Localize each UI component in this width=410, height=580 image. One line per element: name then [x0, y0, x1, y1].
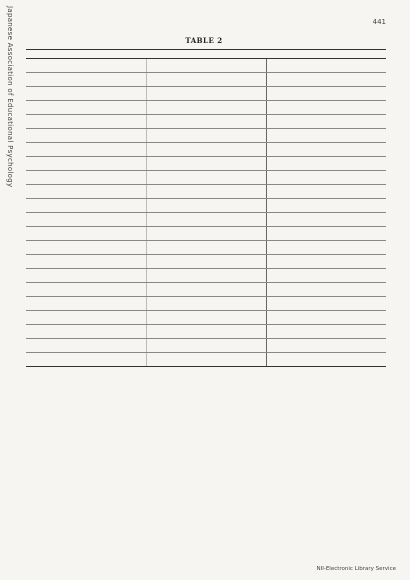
column-header-concept — [26, 50, 266, 59]
row-concept — [146, 227, 266, 241]
row-number — [26, 129, 146, 143]
table-row — [26, 241, 386, 255]
row-concept — [146, 213, 266, 227]
row-number — [26, 115, 146, 129]
row-data — [266, 59, 386, 73]
row-concept — [146, 311, 266, 325]
table-row — [26, 157, 386, 171]
table-row — [26, 101, 386, 115]
table-row — [26, 115, 386, 129]
body-text — [26, 463, 386, 543]
row-data — [266, 87, 386, 101]
table-header-row — [26, 50, 386, 59]
row-number — [26, 269, 146, 283]
table-row — [26, 59, 386, 73]
row-concept — [146, 241, 266, 255]
row-concept — [146, 283, 266, 297]
table-row — [26, 171, 386, 185]
row-number — [26, 227, 146, 241]
table-row — [26, 199, 386, 213]
footer-credit: NII-Electronic Library Service — [316, 566, 396, 572]
row-data — [266, 199, 386, 213]
journal-margin-label: Japanese Association of Educational Psychology — [6, 6, 14, 188]
row-number — [26, 101, 146, 115]
table-row — [26, 339, 386, 353]
row-number — [26, 199, 146, 213]
row-number — [26, 87, 146, 101]
row-data — [266, 325, 386, 339]
row-number — [26, 241, 146, 255]
row-data — [266, 129, 386, 143]
table-label: TABLE 2 — [185, 36, 223, 45]
right-margin-label — [398, 440, 408, 570]
page-number: 441 — [372, 18, 386, 26]
row-number — [26, 297, 146, 311]
row-number — [26, 171, 146, 185]
row-data — [266, 339, 386, 353]
table-row — [26, 325, 386, 339]
body-column-left — [26, 463, 198, 543]
row-concept — [146, 199, 266, 213]
row-number — [26, 339, 146, 353]
row-concept — [146, 353, 266, 367]
row-data — [266, 101, 386, 115]
row-data — [266, 241, 386, 255]
row-number — [26, 213, 146, 227]
row-data — [266, 213, 386, 227]
row-number — [26, 59, 146, 73]
row-data — [266, 269, 386, 283]
table-row — [26, 227, 386, 241]
row-data — [266, 143, 386, 157]
table-row — [26, 143, 386, 157]
row-data — [266, 353, 386, 367]
row-concept — [146, 325, 266, 339]
table-row — [26, 185, 386, 199]
row-number — [26, 311, 146, 325]
row-number — [26, 185, 146, 199]
row-number — [26, 255, 146, 269]
table-body — [26, 59, 386, 367]
table-row — [26, 213, 386, 227]
row-concept — [146, 73, 266, 87]
row-concept — [146, 171, 266, 185]
column-header-data — [266, 50, 386, 59]
row-concept — [146, 269, 266, 283]
row-data — [266, 115, 386, 129]
table-row — [26, 353, 386, 367]
table-row — [26, 283, 386, 297]
paper-page — [26, 18, 386, 367]
row-data — [266, 255, 386, 269]
row-concept — [146, 129, 266, 143]
row-concept — [146, 59, 266, 73]
row-concept — [146, 101, 266, 115]
table-row — [26, 297, 386, 311]
row-concept — [146, 115, 266, 129]
table-row — [26, 269, 386, 283]
body-column-right — [214, 463, 386, 543]
row-data — [266, 311, 386, 325]
row-concept — [146, 87, 266, 101]
row-number — [26, 325, 146, 339]
row-data — [266, 185, 386, 199]
row-number — [26, 73, 146, 87]
row-number — [26, 143, 146, 157]
row-concept — [146, 143, 266, 157]
row-concept — [146, 157, 266, 171]
table-row — [26, 129, 386, 143]
row-number — [26, 283, 146, 297]
row-concept — [146, 339, 266, 353]
table-caption — [26, 36, 386, 46]
row-number — [26, 353, 146, 367]
table-row — [26, 255, 386, 269]
row-data — [266, 297, 386, 311]
row-data — [266, 227, 386, 241]
row-concept — [146, 255, 266, 269]
table-row — [26, 311, 386, 325]
row-data — [266, 283, 386, 297]
row-number — [26, 157, 146, 171]
running-head — [26, 18, 386, 30]
row-data — [266, 171, 386, 185]
row-data — [266, 157, 386, 171]
table-row — [26, 73, 386, 87]
table-row — [26, 87, 386, 101]
row-data — [266, 73, 386, 87]
data-table — [26, 49, 386, 367]
row-concept — [146, 297, 266, 311]
row-concept — [146, 185, 266, 199]
